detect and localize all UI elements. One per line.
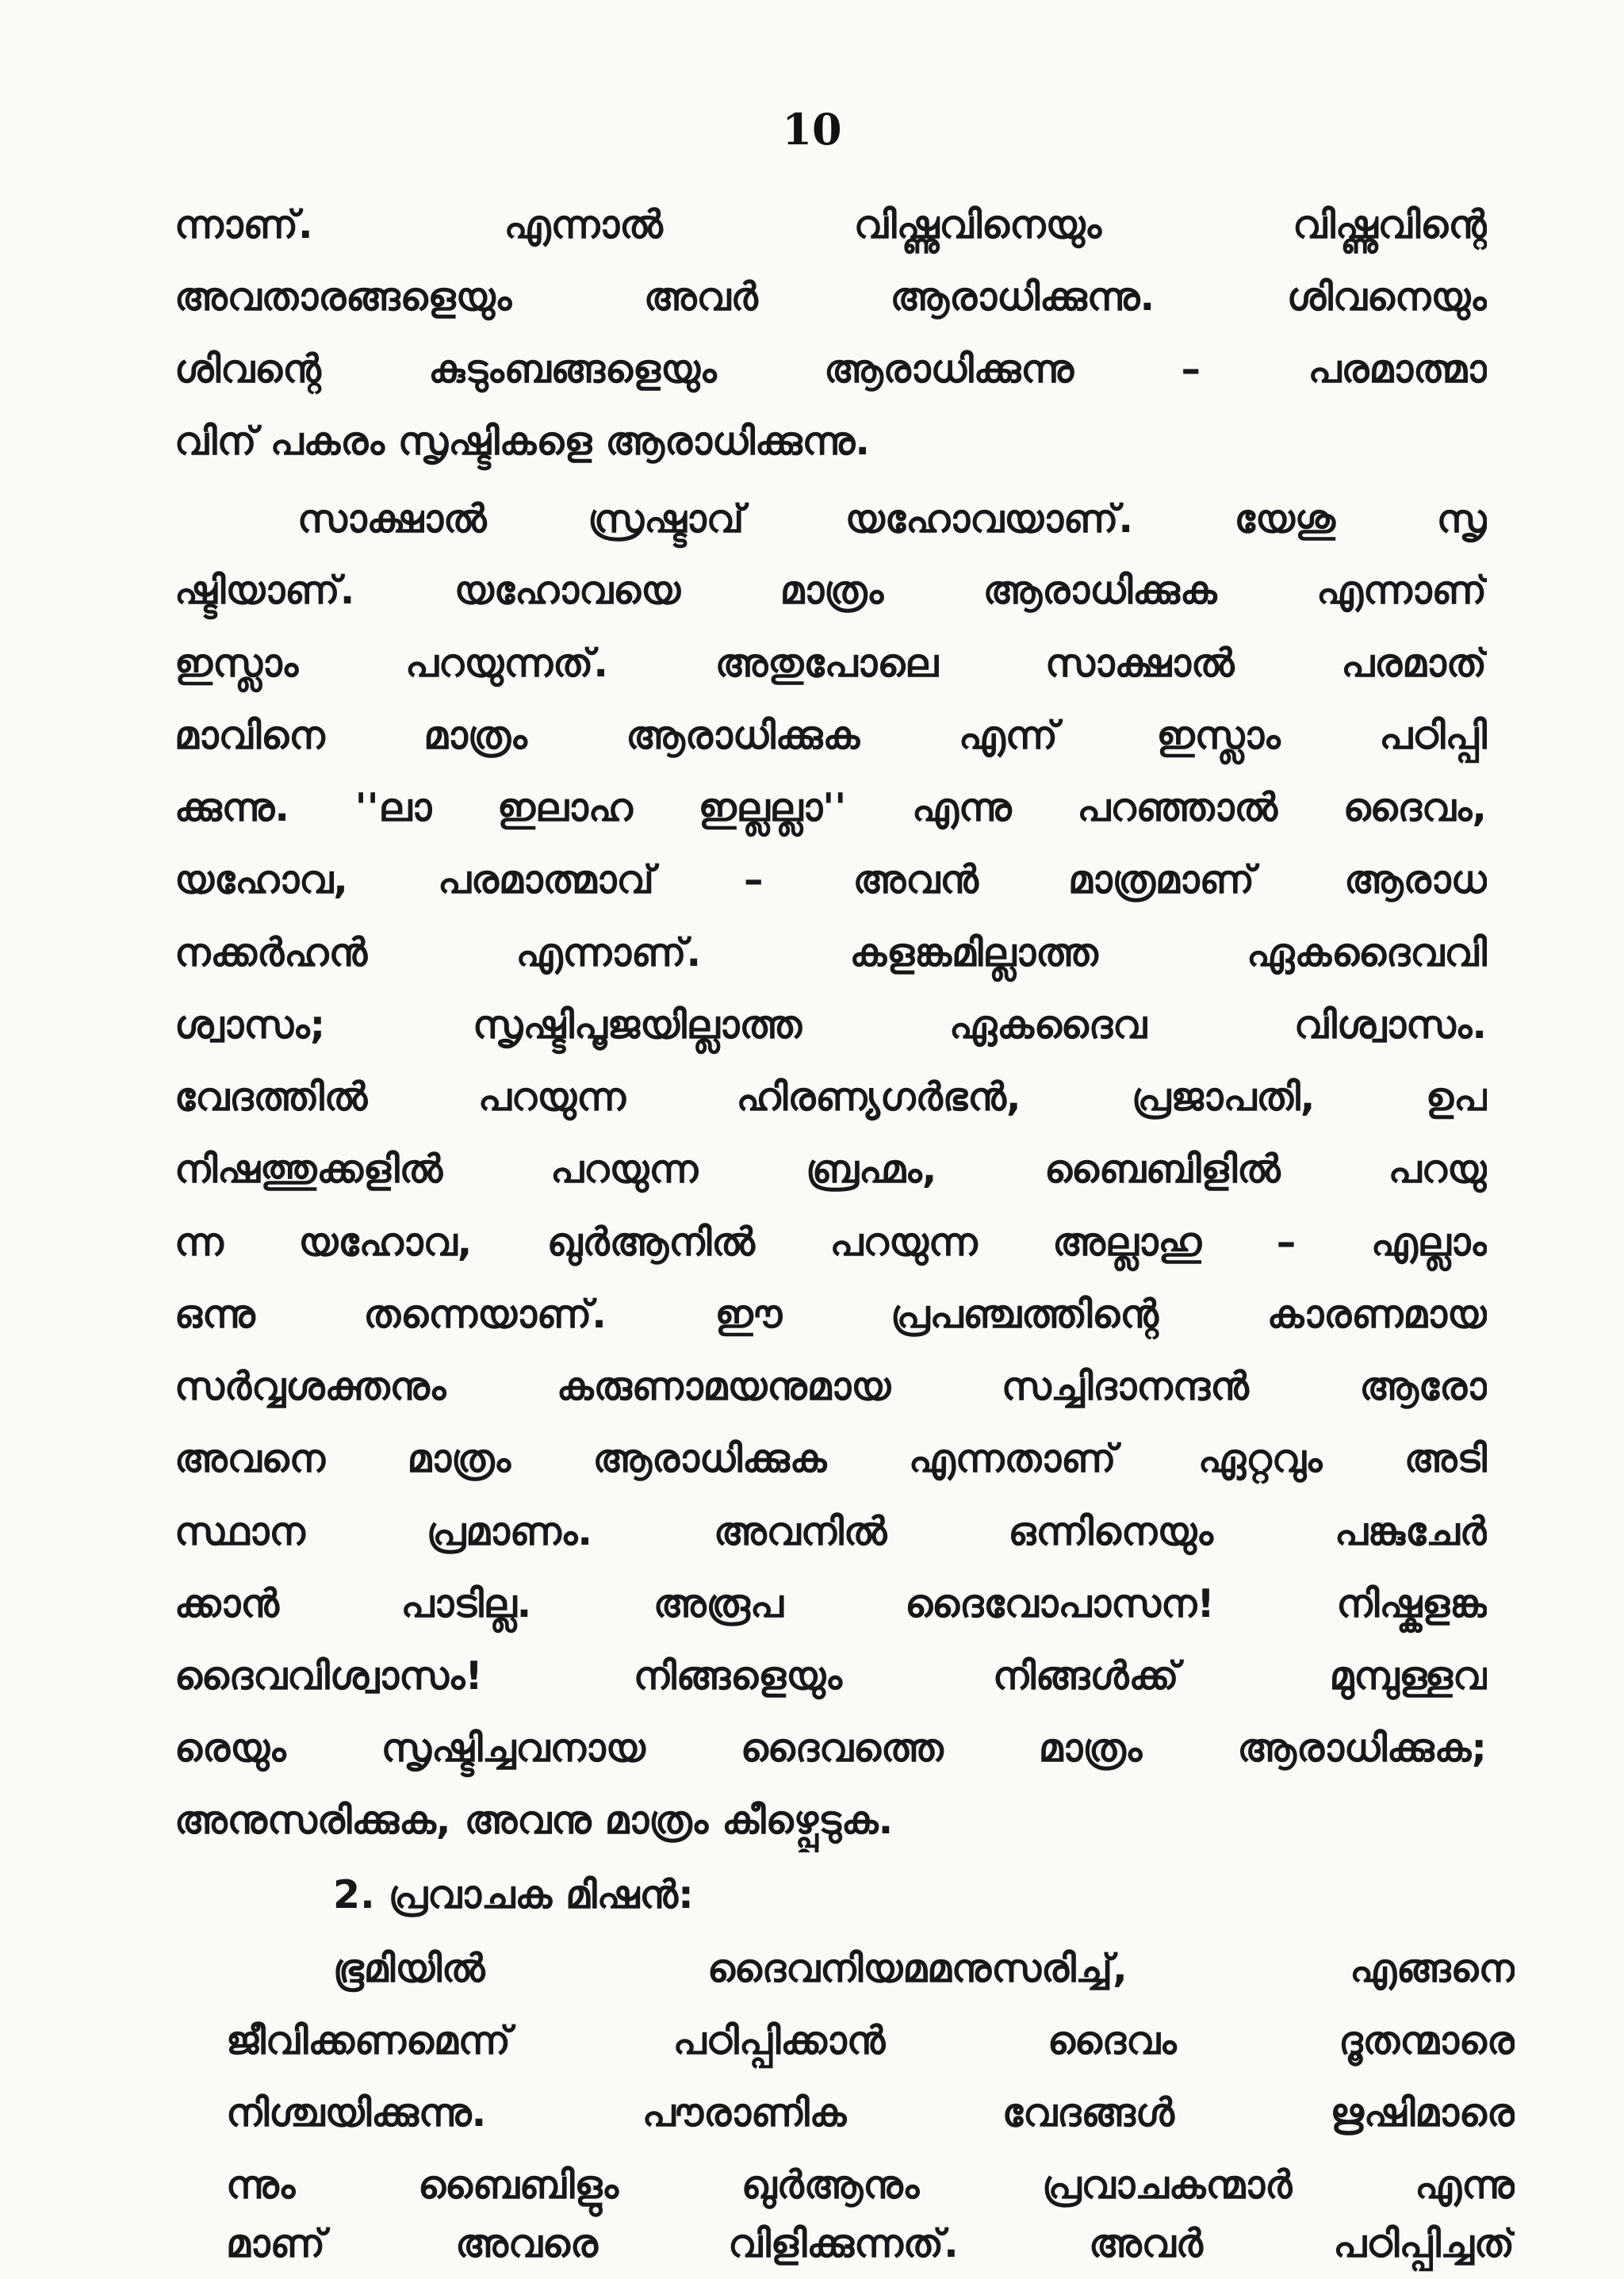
text-line: ഒന്നു തന്നെയാണ്. ഈ പ്രപഞ്ചത്തിന്റെ കാരണമായ <box>174 1292 1487 1337</box>
text-line: ന്നും ബൈബിളും ഖുർആനും പ്രവാചകന്മാർ എന്നു <box>226 2162 1515 2208</box>
text-line: ഭൂമിയിൽ ദൈവനിയമമനുസരിച്ച്, എങ്ങനെ <box>333 1946 1515 1991</box>
text-line: മാണ് അവരെ വിളിക്കുന്നത്. അവർ പഠിപ്പിച്ചത് <box>226 2221 1515 2266</box>
text-line: ദൈവവിശ്വാസം! നിങ്ങളെയും നിങ്ങൾക്ക് മുമ്പുള്ളവ <box>174 1653 1487 1699</box>
text-line: ഇസ്ലാം പറയുന്നത്. അതുപോലെ സാക്ഷാൽ പരമാത് <box>174 641 1487 686</box>
text-line: വിന് പകരം സൃഷ്ടികളെ ആരാധിക്കുന്നു. <box>174 419 871 464</box>
text-line: വേദത്തിൽ പറയുന്ന ഹിരണ്യഗർഭൻ, പ്രജാപതി, ഉപ <box>174 1074 1487 1120</box>
text-line: അവതാരങ്ങളെയും അവർ ആരാധിക്കുന്നു. ശിവനെയും <box>174 274 1487 320</box>
text-line: സാക്ഷാൽ സ്രഷ്ടാവ് യഹോവയാണ്. യേശു സൃ <box>297 496 1487 542</box>
text-line: രെയും സൃഷ്ടിച്ചവനായ ദൈവത്തെ മാത്രം ആരാധിക്കുക; <box>174 1726 1487 1771</box>
text-line: സ്ഥാന പ്രമാണം. അവനിൽ ഒന്നിനെയും പങ്കുചേർ <box>174 1509 1487 1554</box>
section-heading: 2. പ്രവാചക മിഷൻ: <box>333 1872 694 1917</box>
text-line: ന്നാണ്. എന്നാൽ വിഷ്ണുവിനെയും വിഷ്ണുവിന്റെ <box>174 202 1487 247</box>
text-line: ക്കാൻ പാടില്ല. അരൂപ ദൈവോപാസന! നിഷ്കളങ്ക <box>174 1581 1487 1626</box>
text-line: യഹോവ, പരമാത്മാവ് – അവൻ മാത്രമാണ് ആരാധ <box>174 857 1487 902</box>
text-line: അവനെ മാത്രം ആരാധിക്കുക എന്നതാണ് ഏറ്റവും അടി <box>174 1436 1487 1481</box>
text-line: നക്കർഹൻ എന്നാണ്. കളങ്കമില്ലാത്ത ഏകദൈവവി <box>174 930 1487 975</box>
text-line: ജീവിക്കണമെന്ന് പഠിപ്പിക്കാൻ ദൈവം ദൂതന്മാരെ <box>226 2018 1515 2063</box>
text-line: നിഷത്തുക്കളിൽ പറയുന്ന ബ്രഹ്മം, ബൈബിളിൽ പറയു <box>174 1147 1487 1192</box>
text-line: ക്കുന്നു. ''ലാ ഇലാഹ ഇല്ലല്ലാ'' എന്നു പറഞ്ഞാൽ ദൈവം, <box>174 785 1487 830</box>
text-line: ഷ്ടിയാണ്. യഹോവയെ മാത്രം ആരാധിക്കുക എന്നാണ് <box>174 568 1487 613</box>
text-line: ശ്വാസം; സൃഷ്ടിപൂജയില്ലാത്ത ഏകദൈവ വിശ്വാസം. <box>174 1002 1487 1048</box>
text-line: മാവിനെ മാത്രം ആരാധിക്കുക എന്ന് ഇസ്ലാം പഠിപ്പി <box>174 713 1487 758</box>
text-line: ന്ന യഹോവ, ഖുർആനിൽ പറയുന്ന അല്ലാഹു – എല്ലാം <box>174 1220 1487 1265</box>
text-line: അനുസരിക്കുക, അവനു മാത്രം കീഴ്പ്പെടുക. <box>174 1798 894 1843</box>
text-line: സർവ്വശക്തനും കരുണാമയനുമായ സച്ചിദാനന്ദൻ ആരോ <box>174 1364 1487 1409</box>
text-line: നിശ്ചയിക്കുന്നു. പൗരാണിക വേദങ്ങൾ ഋഷിമാരെ <box>226 2090 1515 2135</box>
text-line: ശിവന്റെ കുടുംബങ്ങളെയും ആരാധിക്കുന്നു – പരമാത്മാ <box>174 347 1487 392</box>
page-number: 10 <box>782 104 842 155</box>
